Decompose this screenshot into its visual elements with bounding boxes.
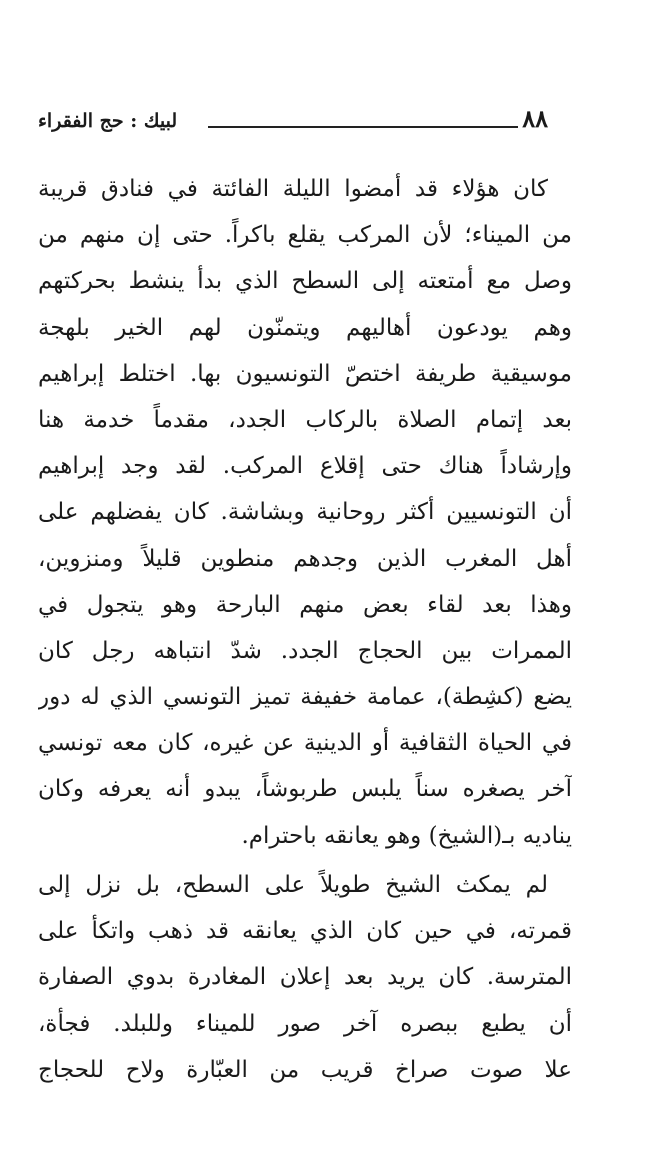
text-line: كان هؤلاء قد أمضوا الليلة الفائتة في فنادق قريبة	[38, 176, 548, 202]
text-line: أهل المغرب الذين وجدهم منطوين قليلاً ومنزوين،	[38, 545, 572, 572]
text-line: الممرات بين الحجاج الجدد. شدّ انتباهه رجل كان	[38, 637, 572, 664]
text-line: أن التونسيين أكثر روحانية وبشاشة. كان يفضلهم على	[38, 499, 572, 526]
text-line: وصل مع أمتعته إلى السطح الذي بدأ ينشط بحركتهم	[38, 268, 572, 295]
text-line: في الحياة الثقافية أو الدينية عن غيره، كان معه تونسي	[38, 730, 572, 757]
text-line: لم يمكث الشيخ طويلاً على السطح، بل نزل إلى	[38, 872, 548, 898]
text-line: علا صوت صراخ قريب من العبّارة ولاح للحجاج	[38, 1056, 572, 1083]
text-line: يناديه بـ(الشيخ) وهو يعانقه باحترام.	[241, 822, 572, 849]
text-line: يضع (كشِطة)، عمامة خفيفة تميز التونسي الذي له دور	[38, 684, 572, 711]
text-line: بعد إتمام الصلاة بالركاب الجدد، مقدماً خدمة هنا	[38, 406, 572, 433]
running-title: لبيك : حج الفقراء	[38, 110, 178, 132]
text-line: آخر يصغره سناً يلبس طربوشاً، يبدو أنه يعرفه وكان	[38, 776, 572, 803]
text-line: قمرته، في حين كان الذي يعانقه قد ذهب واتكأ على	[38, 918, 572, 945]
text-line: وهم يودعون أهاليهم ويتمنّون لهم الخير بلهجة	[38, 314, 572, 341]
header-rule	[208, 126, 518, 128]
text-line: من الميناء؛ لأن المركب يقلع باكراً. حتى إن منهم من	[38, 222, 572, 249]
paragraph-1	[38, 166, 572, 859]
text-line: وإرشاداً هناك حتى إقلاع المركب. لقد وجد إبراهيم	[38, 453, 572, 480]
paragraph-2	[38, 862, 572, 1093]
running-header	[38, 104, 548, 144]
text-line: المترسة. كان يريد بعد إعلان المغادرة بدوي الصفارة	[38, 964, 572, 991]
text-line: وهذا بعد لقاء بعض منهم البارحة وهو يتجول في	[38, 591, 572, 618]
page-number: ٨٨	[522, 104, 548, 133]
text-line: موسيقية طريفة اختصّ التونسيون بها. اختلط إبراهيم	[38, 360, 572, 387]
text-line: أن يطبع ببصره آخر صور للميناء وللبلد. فجأة،	[38, 1010, 572, 1037]
